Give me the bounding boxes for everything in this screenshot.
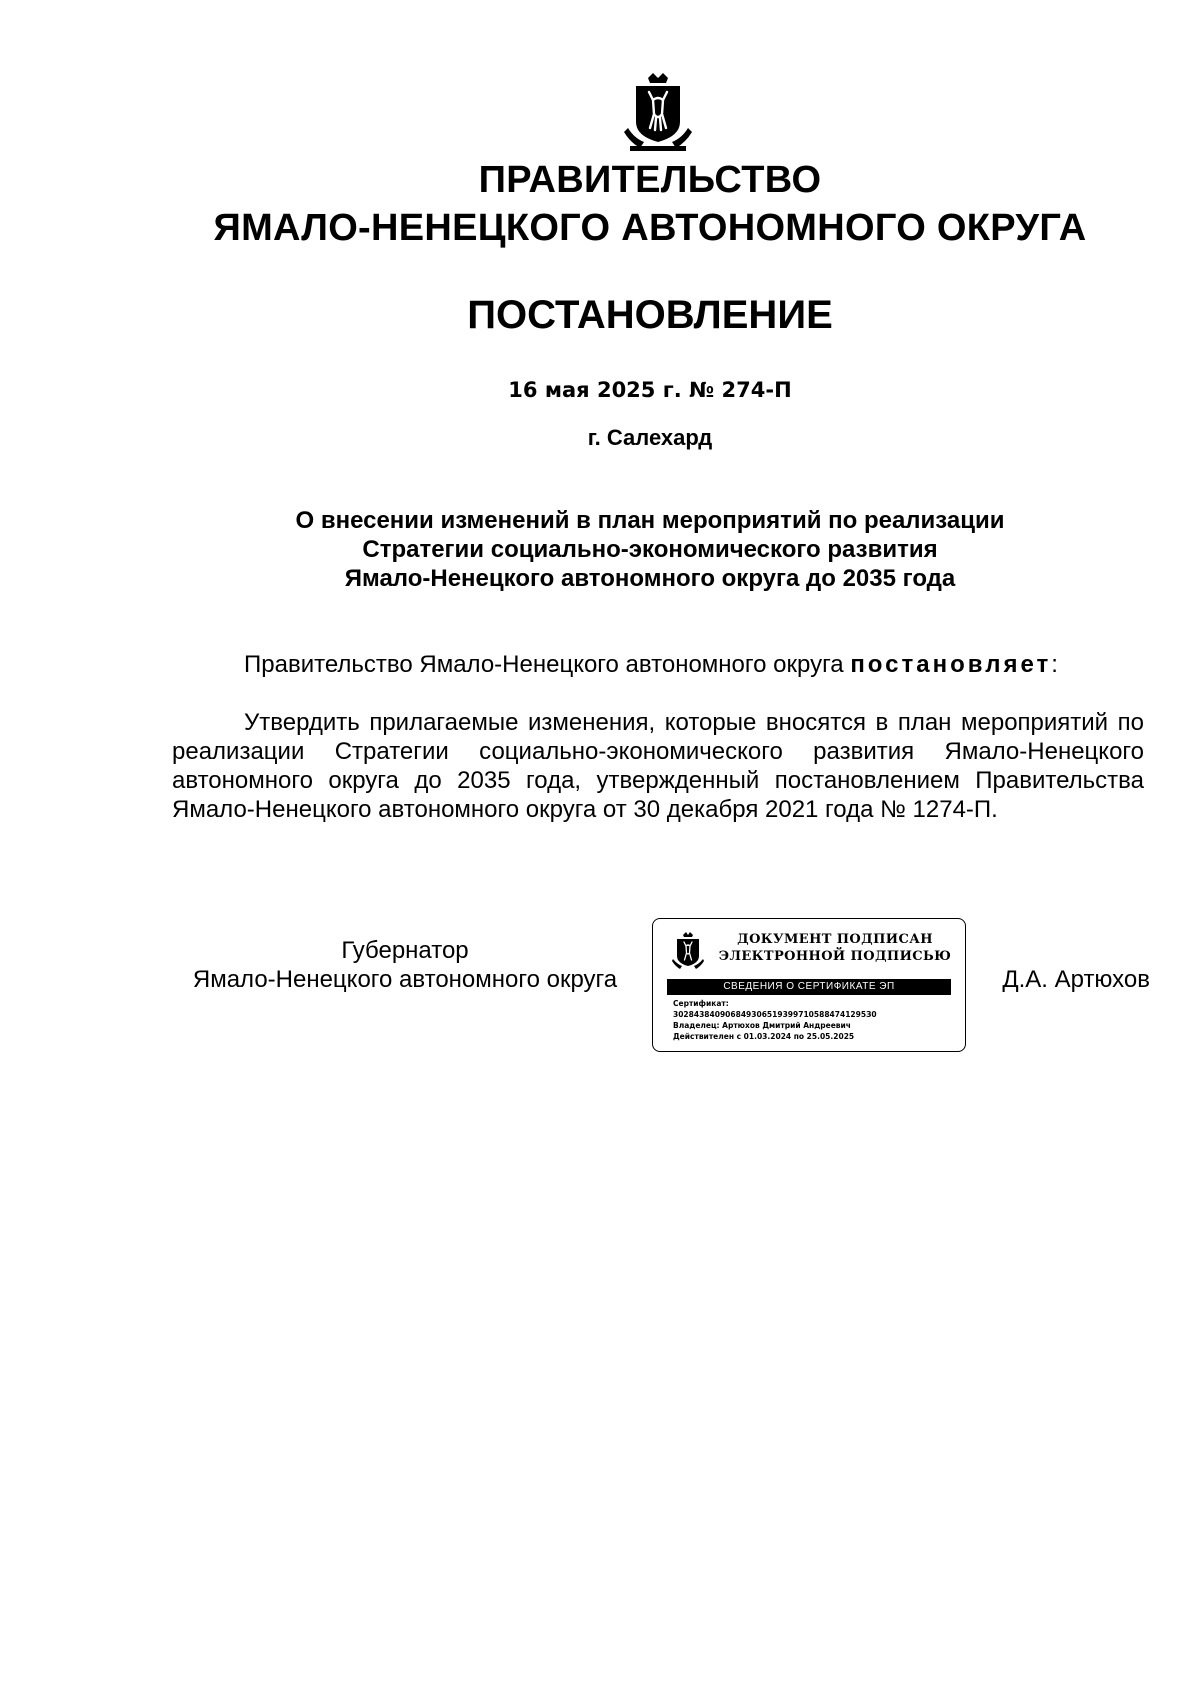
subject-line-3: Ямало-Ненецкого автономного округа до 2035 года [344, 565, 956, 592]
document-date-number: 16 мая 2025 г. № 274-П [508, 378, 792, 402]
document-city: г. Салехард [587, 425, 713, 450]
coat-of-arms-icon [620, 70, 696, 154]
electronic-signature-stamp [652, 918, 966, 1052]
signer-position [160, 936, 650, 994]
stamp-title-line-2: ЭЛЕКТРОННОЙ ПОДПИСЬЮ [718, 949, 952, 964]
signer-position-line-2: Ямало-Ненецкого автономного округа [192, 966, 618, 993]
certificate-label: Сертификат: [673, 999, 729, 1008]
document-type: ПОСТАНОВЛЕНИЕ [467, 293, 833, 337]
gov-title-line-1: ПРАВИТЕЛЬСТВО [478, 159, 822, 201]
subject-line-1: О внесении изменений в план мероприятий по реализации [295, 507, 1005, 534]
stamp-title-line-1: ДОКУМЕНТ ПОДПИСАН [737, 932, 933, 947]
preamble-colon: : [1051, 651, 1058, 678]
signer-position-line-1: Губернатор [341, 937, 469, 964]
subject-line-2: Стратегии социально-экономического развития [362, 536, 938, 563]
stamp-title [715, 931, 955, 965]
document-subject [190, 506, 1110, 593]
gov-title-line-2: ЯМАЛО-НЕНЕЦКОГО АВТОНОМНОГО ОКРУГА [213, 207, 1087, 249]
resolution-body: Утвердить прилагаемые изменения, которые вносятся в план мероприятий по реализации Стратегии социально-экономического развития Ямало-Ненецкого автономного округа до 2035 года, утвержденный постановлением Правительства Ямало-Ненецкого автономного округа от 30 декабря 2021 года № 1274-П. [172, 709, 1144, 823]
resolution-preamble [172, 650, 1144, 679]
government-title [150, 156, 1150, 252]
preamble-text: Правительство Ямало-Ненецкого автономного округа [244, 651, 851, 678]
certificate-info-bar: СВЕДЕНИЯ О СЕРТИФИКАТЕ ЭП [667, 979, 951, 995]
certificate-owner: Владелец: Артюхов Дмитрий Андреевич [673, 1021, 851, 1030]
signer-name: Д.А. Артюхов [1002, 966, 1150, 993]
certificate-validity: Действителен с 01.03.2024 по 25.05.2025 [673, 1032, 855, 1041]
certificate-number: 3028438409068493065193997105884741295З0 [673, 1010, 877, 1019]
coat-of-arms-small-icon [671, 931, 705, 971]
preamble-verb: постановляет [850, 651, 1052, 678]
